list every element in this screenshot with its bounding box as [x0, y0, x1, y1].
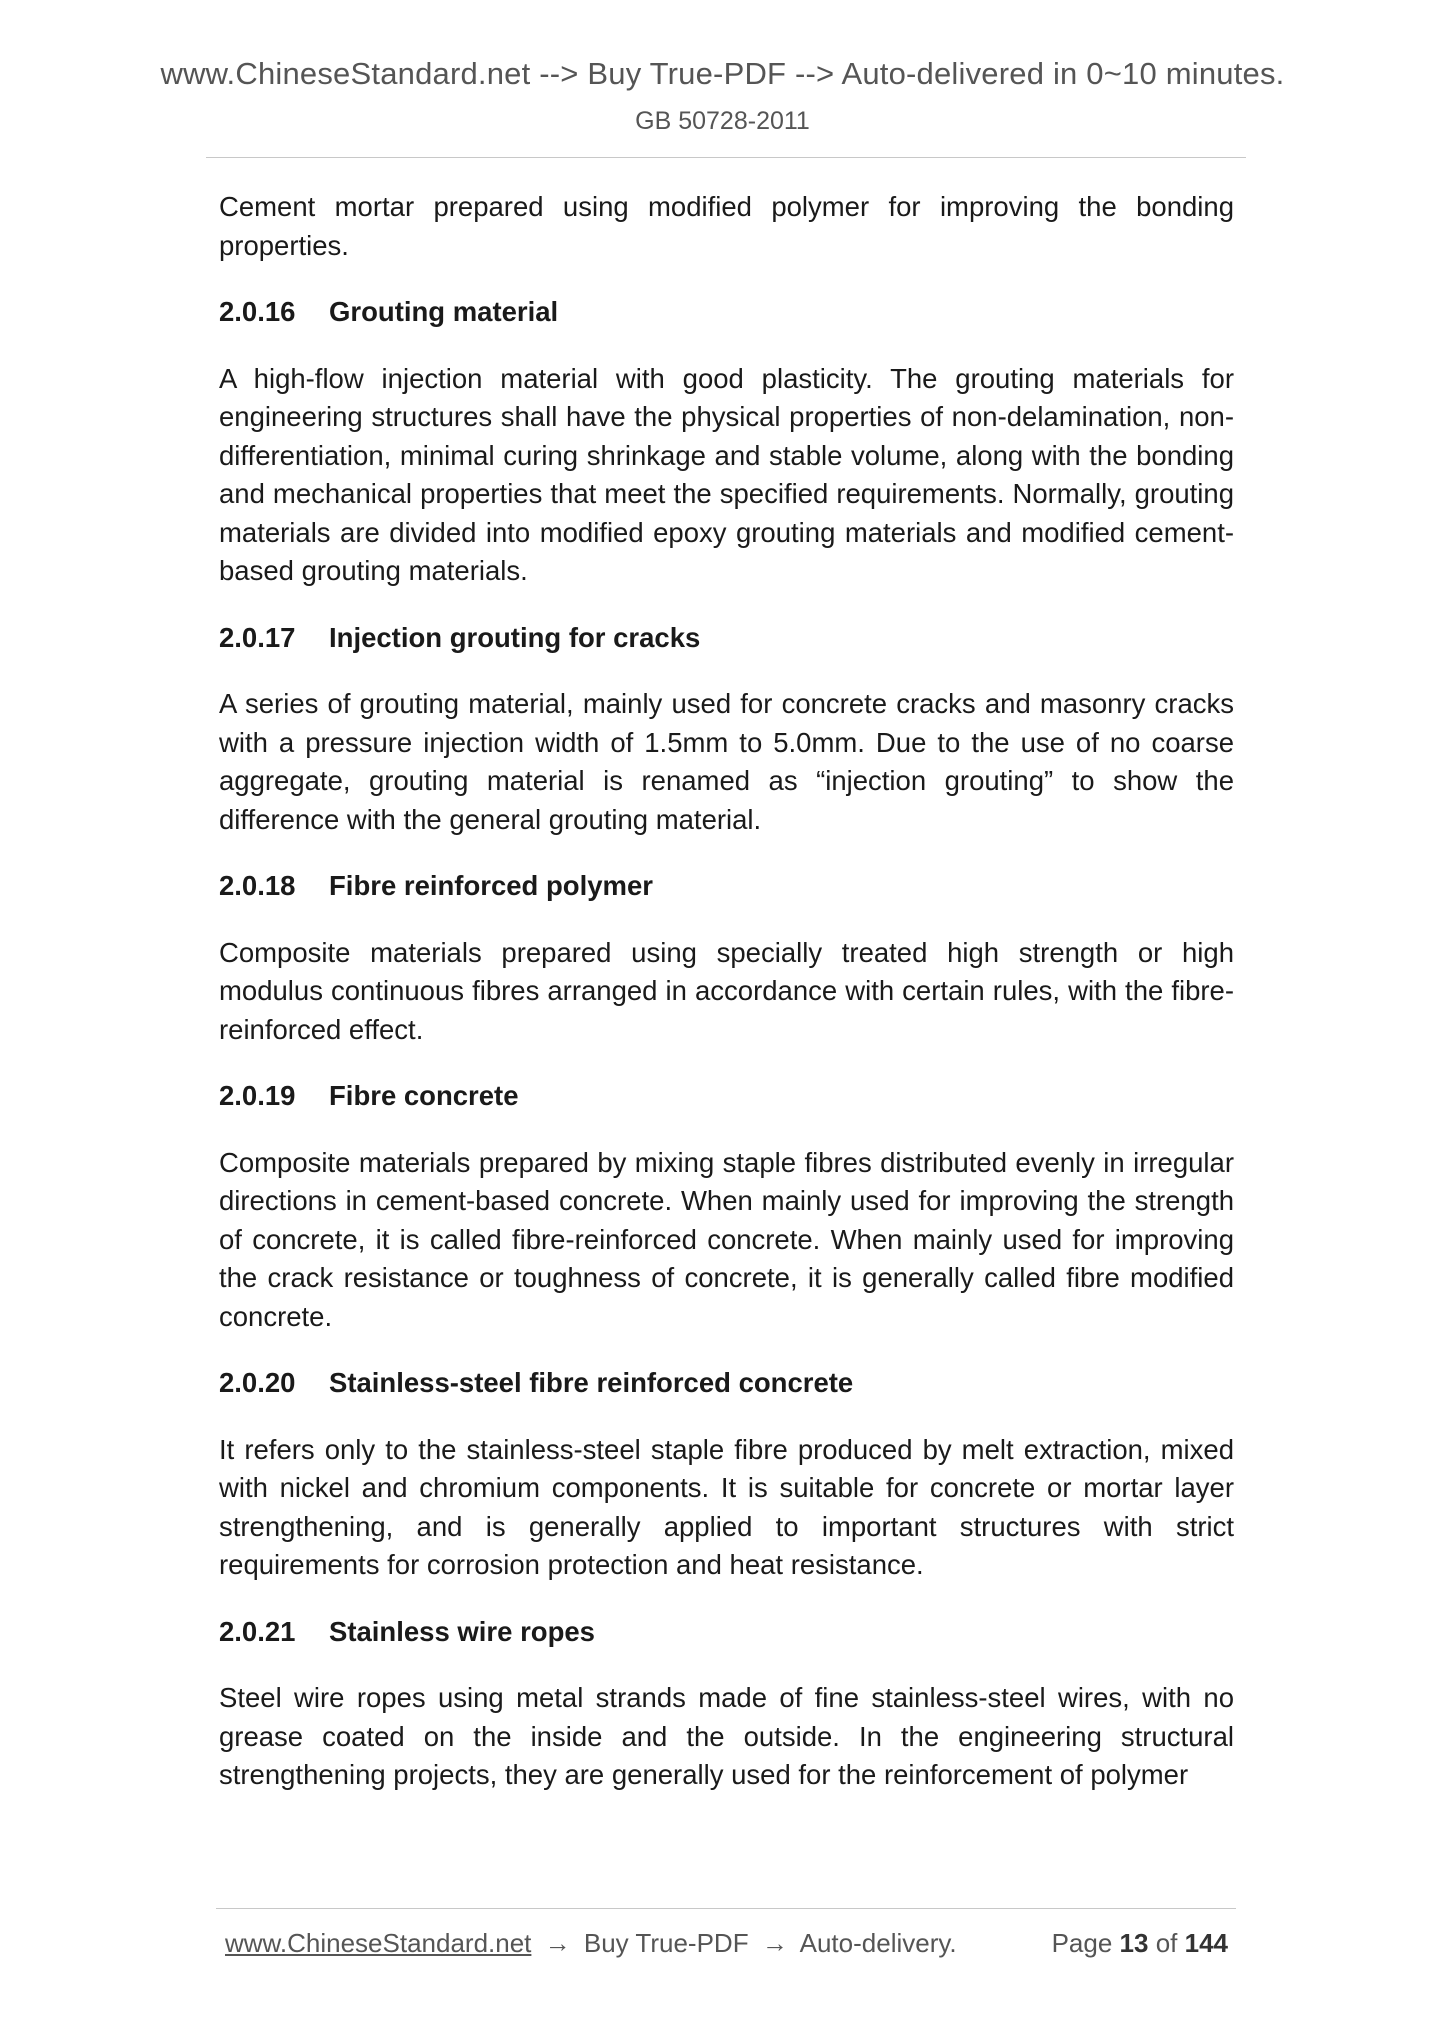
section-title: Grouting material	[329, 296, 559, 327]
buy-true-pdf-text: Buy True-PDF	[583, 1928, 749, 1958]
site-link[interactable]: www.ChineseStandard.net	[225, 1928, 532, 1958]
auto-delivery-text: Auto-delivery.	[799, 1928, 957, 1958]
section-heading-2-0-18	[219, 867, 1234, 906]
header-divider	[206, 157, 1246, 158]
intro-paragraph: Cement mortar prepared using modified polymer for improving the bonding properties.	[219, 191, 1234, 261]
arrow-right-icon: →	[544, 1928, 571, 1958]
section-title: Stainless-steel fibre reinforced concrete	[329, 1367, 854, 1398]
section-text: Composite materials prepared using specially treated high strength or high modulus continuous fibres arranged in accordance with certain rules, with the fibre-reinforced effect.	[219, 936, 1234, 1045]
section-title: Fibre concrete	[329, 1080, 519, 1111]
section-text: A high-flow injection material with good plasticity. The grouting materials for engineering structures shall have the physical properties of non-delamination, non-differentiation, minimal curing shrinkage and stable volume, along with the bonding and mechanical properties that meet the specified requirements. Normally, grouting materials are divided into modified epoxy grouting materials and modified cement-based grouting materials.	[219, 362, 1234, 586]
section-heading-2-0-21	[219, 1613, 1234, 1652]
section-heading-2-0-19	[219, 1077, 1234, 1116]
document-body	[219, 188, 1234, 1823]
section-title: Fibre reinforced polymer	[329, 870, 653, 901]
page-indicator	[1052, 1928, 1228, 1959]
section-number: 2.0.20	[219, 1367, 296, 1398]
standard-code: GB 50728-2011	[635, 107, 810, 135]
arrow-right-icon: →	[761, 1928, 788, 1958]
page-footer	[225, 1928, 1228, 1959]
footer-links	[225, 1928, 957, 1959]
section-heading-2-0-20	[219, 1364, 1234, 1403]
of-label: of	[1155, 1928, 1178, 1958]
section-number: 2.0.19	[219, 1080, 296, 1111]
section-text: A series of grouting material, mainly used for concrete cracks and masonry cracks with a pressure injection width of 1.5mm to 5.0mm. Due to the use of no coarse aggregate, grouting material is renamed as “injection grouting” to show the difference with the general grouting material.	[219, 688, 1234, 835]
section-number: 2.0.16	[219, 296, 296, 327]
header-banner: www.ChineseStandard.net --> Buy True-PDF --> Auto-delivered in 0~10 minutes.	[160, 56, 1285, 91]
section-number: 2.0.18	[219, 870, 296, 901]
section-text: Steel wire ropes using metal strands made of fine stainless-steel wires, with no grease coated on the inside and the outside. In the engineering structural strengthening projects, they are generally used for the reinforcement of polymer	[219, 1682, 1234, 1790]
footer-divider	[216, 1908, 1236, 1909]
section-title: Injection grouting for cracks	[329, 621, 701, 653]
section-text: It refers only to the stainless-steel staple fibre produced by melt extraction, mixed with nickel and chromium components. It is suitable for concrete or mortar layer strengthening, and is generally applied to important structures with strict requirements for corrosion protection and heat resistance.	[219, 1433, 1234, 1580]
total-pages: 144	[1184, 1928, 1228, 1958]
page-number: 13	[1119, 1928, 1149, 1958]
section-text: Composite materials prepared by mixing staple fibres distributed evenly in irregular directions in cement-based concrete. When mainly used for improving the strength of concrete, it is called fibre-reinforced concrete. When mainly used for improving the crack resistance or toughness of concrete, it is generally called fibre modified concrete.	[219, 1146, 1234, 1332]
section-heading-2-0-16	[219, 293, 1234, 332]
section-number: 2.0.17	[219, 621, 296, 653]
section-number: 2.0.21	[219, 1615, 296, 1647]
section-title: Stainless wire ropes	[329, 1615, 595, 1647]
page-label: Page	[1051, 1928, 1113, 1958]
section-heading-2-0-17	[219, 619, 1234, 658]
